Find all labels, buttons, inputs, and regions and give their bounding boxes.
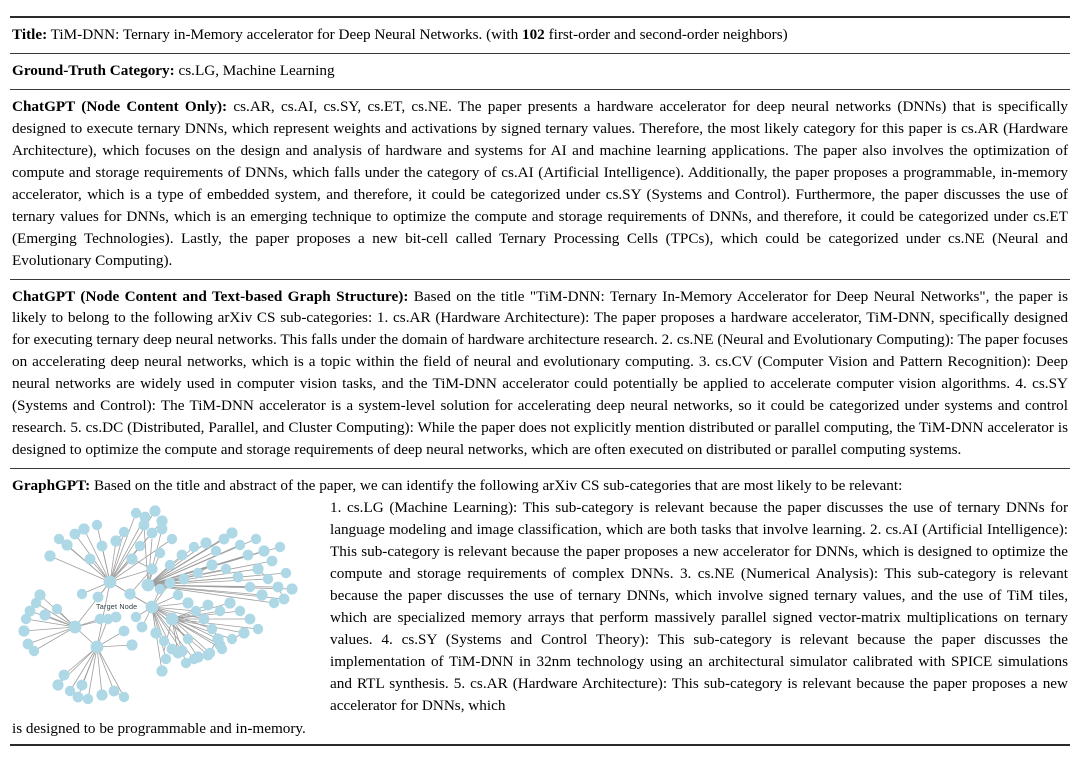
title-text-before: TiM-DNN: Ternary in-Memory accelerator for Deep Neural Networks. (with bbox=[47, 26, 522, 43]
table-row bbox=[10, 280, 1070, 469]
graph-hub-node bbox=[69, 621, 82, 634]
chatgpt-node-only-text: cs.AR, cs.AI, cs.SY, cs.ET, cs.NE. The paper presents a hardware accelerator for deep neural networks (DNNs) that is specifically designed to execute ternary DNNs, which represent weights and activations by signed ternary values. Therefore, the most likely category for this paper is cs.AR (Hardware Architecture), which focuses on the design and analysis of hardware and systems for AI and machine learning applications. The paper also involves the optimization of compute and storage requirements of DNNs, which falls under the category of cs.AI (Artificial Intelligence). Additionally, the paper proposes a programmable, in-memory accelerator, which is a type of embedded system, and therefore, it could be categorized under cs.SY (Systems and Control). Furthermore, the paper discusses the use of ternary values for DNNs, which is an emerging technique to optimize the compute and storage requirements of DNNs, and therefore, it could be categorized under cs.ET (Emerging Technologies). Lastly, the paper proposes a new bit-cell called Ternary Processing Cells (TPCs), which could be categorized under cs.NE (Neural and Evolutionary Computing). bbox=[12, 97, 1069, 269]
graph-hub-node bbox=[142, 579, 155, 592]
bottom-spacer bbox=[10, 746, 1070, 749]
graph-svg bbox=[12, 499, 312, 709]
table-row bbox=[10, 18, 1070, 53]
graph-hub-node bbox=[146, 601, 159, 614]
graphgpt-label: GraphGPT: bbox=[12, 477, 91, 495]
graph-hub-node bbox=[166, 613, 179, 626]
graph-hub-node bbox=[91, 641, 104, 654]
ground-truth-label: Ground-Truth Category: bbox=[12, 61, 175, 79]
table-row bbox=[10, 469, 1070, 743]
title-paragraph bbox=[12, 24, 1068, 46]
graph-nodes bbox=[18, 506, 297, 705]
graphgpt-body-text: 1. cs.LG (Machine Learning): This sub-category is relevant because the paper discusses the use of ternary DNNs for language modeling and image classification, which are both tasks that involve learning. 2. cs.AI (Artificial Intelligence): This sub-category is relevant because the paper proposes a new accelerator for DNNs, which is designed to optimize the compute and storage requirements of complex DNNs. 3. cs.NE (Numerical Analysis): This sub-category is relevant because the paper discusses the use of ternary DNNs, which involve signed ternary values, and the use of TiM tiles, which are specialized memory arrays that perform massively parallel signed vector-matrix multiplications on ternary values. 4. cs.SY (Systems and Control Theory): This sub-category is relevant because the paper discusses the implementation of TiM-DNN in 32nm technology using an architectural simulator calibrated with SPICE simulations and RTL synthesis. 5. cs.AR (Hardware Architecture): This sub-category is relevant because the paper proposes a new accelerator for DNNs, which bbox=[330, 499, 1068, 714]
title-label: Title: bbox=[12, 26, 48, 43]
graphgpt-tail-text: is designed to be programmable and in-memory. bbox=[12, 719, 306, 737]
top-spacer bbox=[10, 0, 1070, 16]
table-row bbox=[10, 90, 1070, 279]
graphgpt-intro-paragraph bbox=[12, 475, 1068, 497]
target-node-label: Target Node bbox=[96, 602, 138, 612]
ground-truth-paragraph bbox=[12, 60, 1068, 82]
table-row bbox=[10, 54, 1070, 89]
graphgpt-intro-text: Based on the title and abstract of the paper, we can identify the following arXiv CS sub-categories that are most likely to be relevant: bbox=[90, 477, 903, 495]
title-text-after: first-order and second-order neighbors) bbox=[544, 26, 788, 43]
neighbor-graph-figure bbox=[12, 499, 312, 709]
ground-truth-text: cs.LG, Machine Learning bbox=[174, 61, 335, 79]
chatgpt-node-only-label: ChatGPT (Node Content Only): bbox=[12, 97, 228, 115]
chatgpt-node-only-paragraph bbox=[12, 96, 1068, 272]
graph-hub-node bbox=[104, 576, 117, 589]
chatgpt-graph-structure-text: Based on the title "TiM-DNN: Ternary In-Memory Accelerator for Deep Neural Networks", the paper is likely to belong to the following arXiv CS sub-categories: 1. cs.AR (Hardware Architecture): The paper proposes a hardware accelerator, TiM-DNN, specifically designed for executing ternary deep neural networks. This falls under the domain of hardware architecture research. 2. cs.NE (Neural and Evolutionary Computing): The paper focuses on accelerating deep neural networks, which is a topic within the field of neural and evolutionary computing. 3. cs.CV (Computer Vision and Pattern Recognition): Deep neural networks are widely used in computer vision tasks, and the TiM-DNN accelerator could potentially be applied to accelerate computer vision algorithms. 4. cs.SY (Systems and Control): The TiM-DNN accelerator is a system-level solution for accelerating deep neural networks, so it could be categorized under systems and control research. 5. cs.DC (Distributed, Parallel, and Cluster Computing): While the paper does not explicitly mention distributed or parallel computing, the TiM-DNN accelerator is designed to optimize the compute and storage requirements of deep neural networks, which are often executed on distributed or parallel computing systems. bbox=[12, 287, 1069, 459]
chatgpt-graph-structure-label: ChatGPT (Node Content and Text-based Graph Structure): bbox=[12, 287, 409, 305]
neighbor-count: 102 bbox=[521, 26, 545, 43]
chatgpt-graph-structure-paragraph bbox=[12, 286, 1068, 462]
